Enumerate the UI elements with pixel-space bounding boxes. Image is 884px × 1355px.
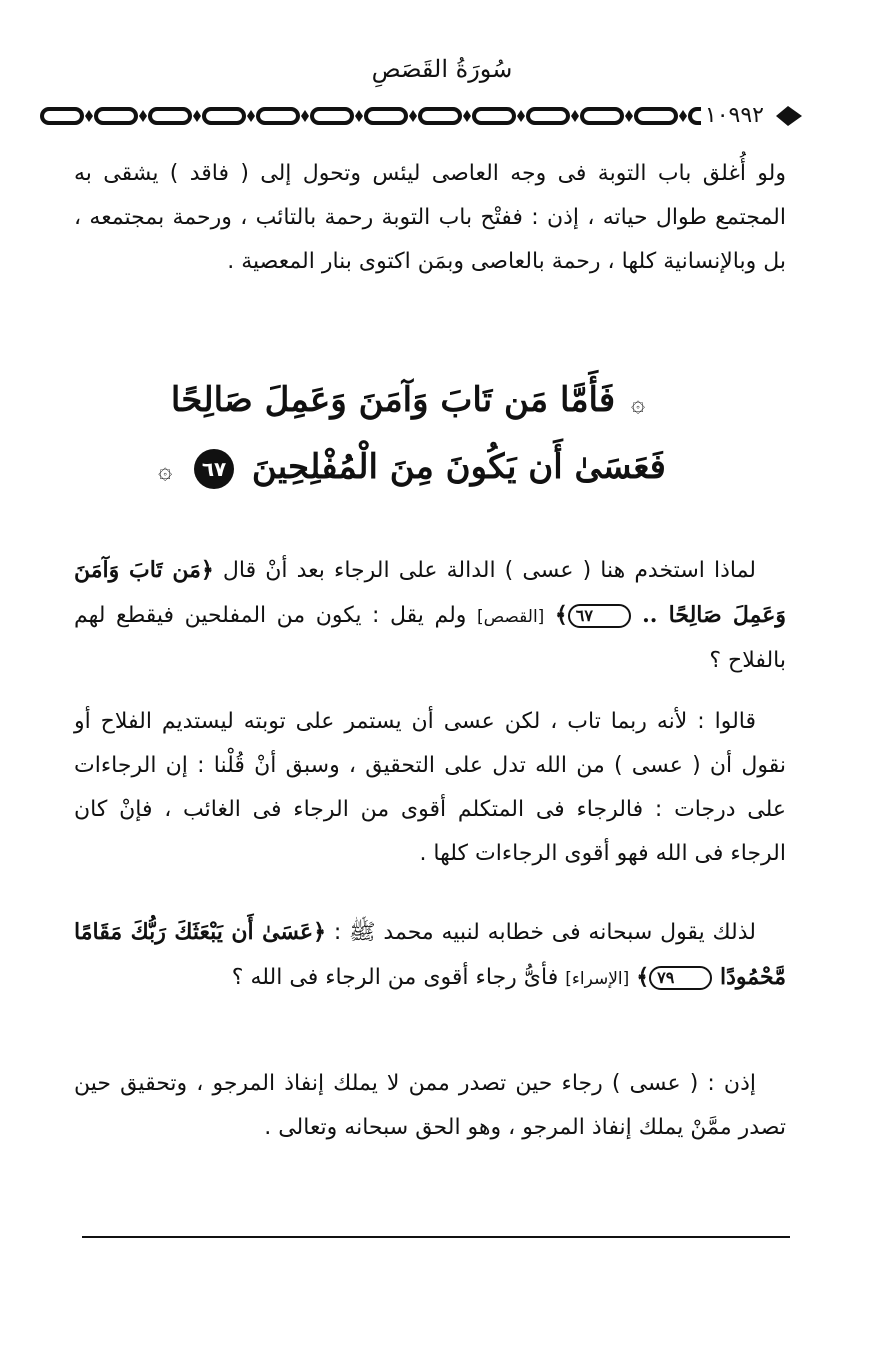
paragraph-4-text-b: فأىُّ رجاء أقوى من الرجاء فى الله ؟ — [231, 965, 559, 990]
verse-start-ornament-icon: ۞ — [631, 389, 646, 417]
inline-quote-text: عَسَىٰ أَن يَبْعَثَكَ رَبُّكَ مَقَامًا مَّحْمُودًا — [74, 919, 786, 990]
surah-reference: [القصص] — [476, 607, 545, 627]
header-chain-border — [36, 96, 806, 136]
paragraph-4 — [74, 910, 786, 1001]
inline-quran-quote: ﴿مَن تَابَ وَآمَنَ وَعَمِلَ صَالِحًا .. ٦٧﴾ — [74, 557, 786, 628]
paragraph-2-text-a: لماذا استخدم هنا ( عسى ) الدالة على الرجاء بعد أنْ قال — [222, 558, 757, 583]
paragraph-2-text-b: ولم يقل : يكون من المفلحين فيقطع لهم بالفلاح ؟ — [74, 603, 786, 673]
ayah-ref-number: ٦٧ — [568, 604, 631, 628]
verse-end-ornament-icon: ۞ — [158, 456, 173, 484]
inline-quran-quote: ﴿عَسَىٰ أَن يَبْعَثَكَ رَبُّكَ مَقَامًا مَّحْمُودًا ٧٩﴾ — [74, 919, 786, 990]
paragraph-2 — [74, 548, 786, 683]
inline-quote-text: مَن تَابَ وَآمَنَ وَعَمِلَ صَالِحًا .. — [74, 557, 786, 628]
verse-text: فَأَمَّا مَن تَابَ وَآمَنَ وَعَمِلَ صَالِحًا فَعَسَىٰ أَن يَكُونَ مِنَ الْمُفْلِحِينَ — [170, 380, 666, 487]
quran-verse-block — [150, 368, 670, 502]
page-number: ١٠٩٩٢ — [701, 96, 768, 136]
paragraph-5: إذن : ( عسى ) رجاء حين تصدر ممن لا يملك إنفاذ المرجو ، وتحقيق حين تصدر ممَّنْ يملك إنفاذ المرجو ، وهو الحق سبحانه وتعالى . — [74, 1071, 786, 1140]
paragraph-1: ولو أُغلق باب التوبة فى وجه العاصى ليئس وتحول إلى ( فاقد ) يشقى به المجتمع طوال حياته ، إذن : ففتْح باب التوبة رحمة بالتائب ، ورحمة بمجتمعه ، بل وبالإنسانية كلها ، رحمة بالعاصى وبمَن اكتوى بنار المعصية . — [74, 161, 786, 274]
footer-divider — [82, 1236, 790, 1238]
ayah-number-badge: ٦٧ — [194, 449, 234, 489]
surah-title: سُورَةُ القَصَصِ — [371, 55, 513, 83]
paragraph-4-text-a: لذلك يقول سبحانه فى خطابه لنبيه محمد ﷺ : — [333, 920, 756, 945]
ayah-ref-number: ٧٩ — [649, 966, 712, 990]
paragraph-3: قالوا : لأنه ربما تاب ، لكن عسى أن يستمر على توبته ليستديم الفلاح أو نقول أن ( عسى ) من الله تدل على التحقيق ، وسبق أنْ قُلْنا : إن الرجاءات على درجات : فالرجاء فى المتكلم أقوى من الرجاء فى الغائب ، فإنْ كان الرجاء فى الله فهو أقوى الرجاءات كلها . — [74, 709, 786, 866]
chain-ornament — [36, 96, 806, 136]
surah-reference: [الإسراء] — [565, 969, 630, 989]
